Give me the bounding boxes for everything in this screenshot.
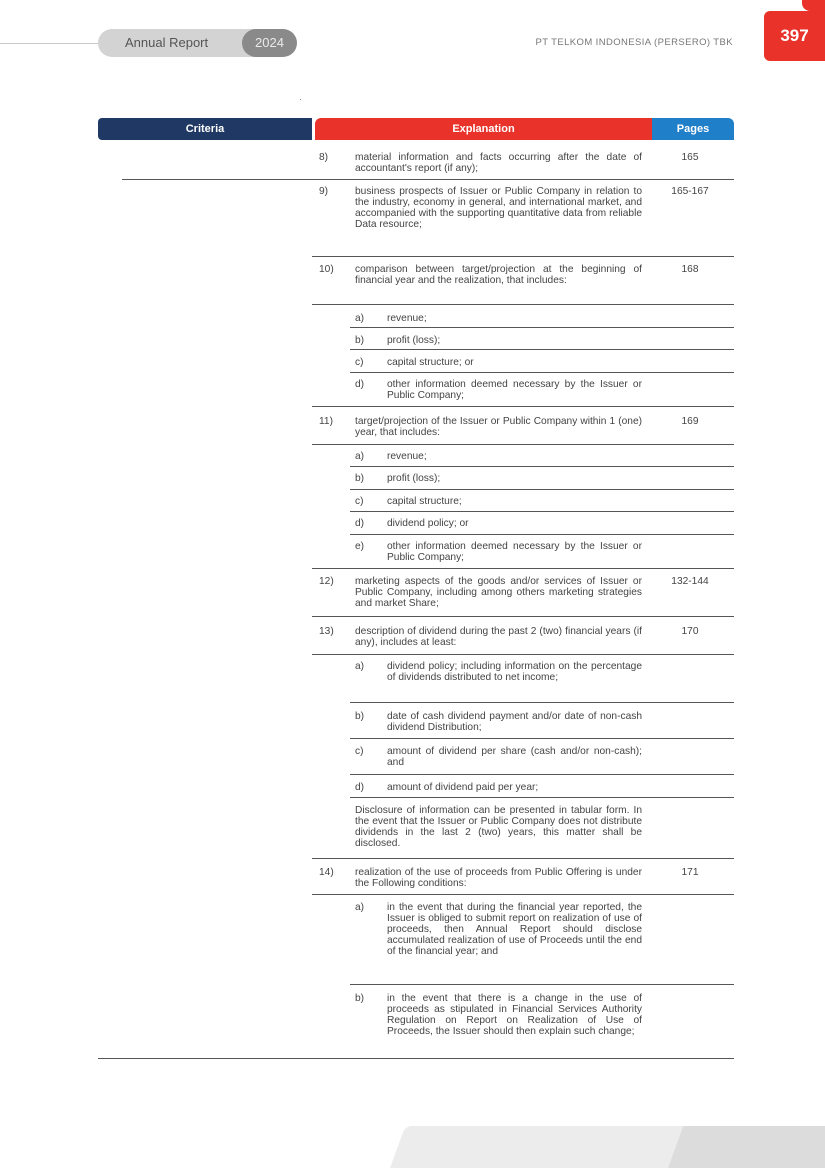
subitem-text: revenue; xyxy=(387,451,427,462)
row-divider xyxy=(350,738,734,739)
subitem-text: profit (loss); xyxy=(387,335,441,346)
item-pages: 170 xyxy=(681,626,699,637)
subitem-letter: e) xyxy=(355,541,365,552)
column-header-criteria: Criteria xyxy=(98,118,312,140)
row-divider xyxy=(350,372,734,373)
item-pages: 169 xyxy=(681,416,699,427)
row-divider xyxy=(312,256,734,257)
subitem-text: other information deemed necessary by the Issuer or Public Company; xyxy=(387,541,642,563)
row-divider xyxy=(350,466,734,467)
footer-shape-light xyxy=(390,1126,705,1168)
subitem-text: dividend policy; or xyxy=(387,518,469,529)
item-text: material information and facts occurring after the date of accountant's report (if any); xyxy=(355,152,642,174)
subitem-letter: a) xyxy=(355,451,365,462)
item-text: realization of the use of proceeds from Public Offering is under the Following conditions: xyxy=(355,867,642,889)
row-divider xyxy=(312,568,734,569)
row-divider xyxy=(350,511,734,512)
subitem-text: amount of dividend per share (cash and/or non-cash); and xyxy=(387,746,642,768)
row-divider xyxy=(350,489,734,490)
subitem-letter: b) xyxy=(355,993,365,1004)
subitem-letter: d) xyxy=(355,782,365,793)
row-divider xyxy=(312,858,734,859)
footer-shape-dark xyxy=(668,1126,825,1168)
subitem-text: revenue; xyxy=(387,313,427,324)
subitem-text: in the event that during the financial year reported, the Issuer is obliged to submit report on realization of use of proceeds, then Annual Report should disclose accumulated realization of use of Proceeds until the end of the financial year; and xyxy=(387,902,642,957)
subitem-text: date of cash dividend payment and/or date of non-cash dividend Distribution; xyxy=(387,711,642,733)
subitem-letter: b) xyxy=(355,335,365,346)
subitem-text: profit (loss); xyxy=(387,473,441,484)
subitem-letter: c) xyxy=(355,496,364,507)
subitem-letter: b) xyxy=(355,711,365,722)
subitem-letter: a) xyxy=(355,313,365,324)
item-number: 8) xyxy=(319,152,329,163)
item-text: target/projection of the Issuer or Public Company within 1 (one) year, that includes: xyxy=(355,416,642,438)
subitem-letter: d) xyxy=(355,518,365,529)
row-divider xyxy=(350,984,734,985)
item-pages: 171 xyxy=(681,867,699,878)
row-divider xyxy=(350,534,734,535)
subitem-text: amount of dividend paid per year; xyxy=(387,782,539,793)
item-text: description of dividend during the past 2 (two) financial years (if any), includes at least: xyxy=(355,626,642,648)
subitem-letter: d) xyxy=(355,379,365,390)
item-number: 9) xyxy=(319,186,329,197)
column-header-pages: Pages xyxy=(652,118,734,140)
item-number: 14) xyxy=(319,867,334,878)
report-year: 2024 xyxy=(242,29,297,57)
subitem-text: dividend policy; including information on the percentage of dividends distributed to net income; xyxy=(387,661,642,683)
subitem-text: other information deemed necessary by the Issuer or Public Company; xyxy=(387,379,642,401)
row-divider xyxy=(312,894,734,895)
row-divider xyxy=(312,406,734,407)
page-number: 397 xyxy=(764,11,825,61)
company-name: PT TELKOM INDONESIA (PERSERO) TBK xyxy=(535,37,733,48)
item-pages: 165 xyxy=(681,152,699,163)
row-divider xyxy=(312,304,734,305)
item-text: business prospects of Issuer or Public Company in relation to the industry, economy in general, and international market, and accompanied with the supporting quantitative data from reliable Data resource; xyxy=(355,186,642,230)
item-text: marketing aspects of the goods and/or services of Issuer or Public Company, including among others marketing strategies and market Share; xyxy=(355,576,642,609)
row-divider xyxy=(350,797,734,798)
row-divider xyxy=(312,654,734,655)
report-label: Annual Report xyxy=(98,29,268,57)
subitem-letter: a) xyxy=(355,902,365,913)
subitem-text: capital structure; xyxy=(387,496,462,507)
item-number: 11) xyxy=(319,416,333,427)
item-pages: 132-144 xyxy=(671,576,709,587)
item-pages: 168 xyxy=(681,264,699,275)
item-number: 13) xyxy=(319,626,334,637)
table-bottom-rule xyxy=(98,1058,734,1059)
dividend-note: Disclosure of information can be presented in tabular form. In the event that the Issuer or Public Company does not distribute dividends in the last 2 (two) years, this matter shall be disclosed. xyxy=(355,805,642,849)
row-divider xyxy=(350,774,734,775)
subitem-letter: c) xyxy=(355,746,364,757)
row-divider xyxy=(312,616,734,617)
subitem-letter: b) xyxy=(355,473,365,484)
column-header-explanation: Explanation xyxy=(315,118,652,140)
item-number: 12) xyxy=(319,576,334,587)
row-divider xyxy=(122,179,734,180)
item-text: comparison between target/projection at the beginning of financial year and the realization, that includes: xyxy=(355,264,642,286)
subitem-text: in the event that there is a change in the use of proceeds as stipulated in Financial Services Authority Regulation on Report on Realization of Use of Proceeds, the Issuer should then explain such change; xyxy=(387,993,642,1037)
row-divider xyxy=(350,349,734,350)
subitem-text: capital structure; or xyxy=(387,357,474,368)
row-divider xyxy=(350,327,734,328)
item-number: 10) xyxy=(319,264,334,275)
subitem-letter: c) xyxy=(355,357,364,368)
subitem-letter: a) xyxy=(355,661,365,672)
row-divider xyxy=(312,444,734,445)
row-divider xyxy=(350,702,734,703)
item-pages: 165-167 xyxy=(671,186,709,197)
